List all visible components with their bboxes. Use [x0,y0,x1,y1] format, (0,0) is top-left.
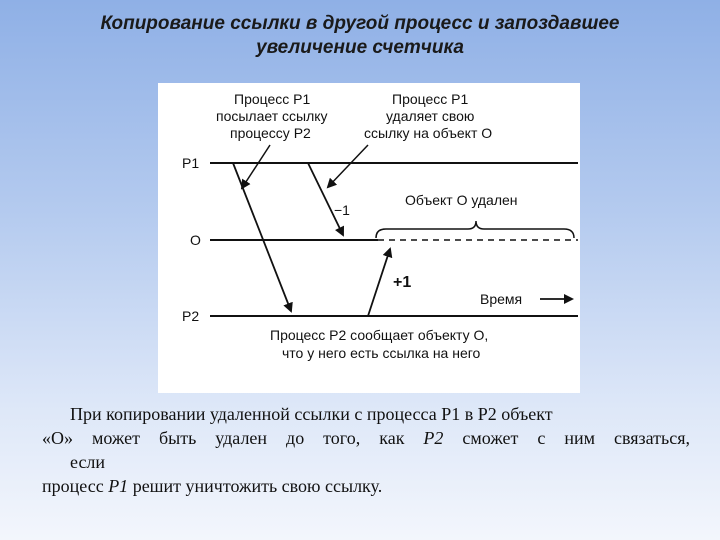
callout-arrow-deletes [328,145,368,187]
caption-line-4-end: решит уничтожить свою ссылку. [132,476,383,496]
label-p1-sends-2: посылает ссылку [216,108,328,124]
title-line-1: Копирование ссылки в другой процесс и запоздавшее [100,13,620,34]
title-line-2: увеличение счетчика [256,37,464,58]
label-p1-sends-3: процессу Р2 [230,125,311,141]
label-plus-one: +1 [393,274,412,291]
label-p1-deletes-2: удаляет свою [386,108,475,124]
caption-line-2-end: сможет с ним связаться, [462,428,690,448]
slide-title [20,12,700,60]
caption-line-4-p1: Р1 [108,476,129,496]
label-p1-deletes-3: ссылку на объект О [364,125,493,141]
label-minus-one: −1 [334,202,350,218]
caption-line-2 [42,426,690,450]
label-p1-sends-1: Процесс Р1 [234,91,311,107]
callout-arrow-sends [242,145,270,188]
message-p2-to-o [368,249,390,316]
lane-label-o: O [190,232,201,248]
caption-line-2-p2: Р2 [423,428,444,448]
deleted-brace [376,221,574,238]
caption-text [42,402,690,498]
caption-line-1: При копировании удаленной ссылки с процесса Р1 в Р2 объект [70,404,553,424]
caption-line-4 [42,474,690,498]
lane-label-p1: P1 [182,155,200,171]
timeline-diagram [158,83,580,393]
caption-line-4-start: процесс [42,476,104,496]
caption-line-2-start: «О» может быть удален до того, как [42,428,405,448]
caption-line-3: если [70,452,106,472]
label-p1-deletes-1: Процесс Р1 [392,91,469,107]
label-p2-informs-2: что у него есть ссылка на него [282,345,481,361]
message-p1-to-p2 [233,163,291,311]
lane-label-p2: P2 [182,308,200,324]
label-p2-informs-1: Процесс Р2 сообщает объекту О, [270,327,489,343]
diagram-canvas [158,83,580,393]
message-p1-to-o [308,163,343,235]
label-time: Время [480,291,523,307]
label-object-deleted: Объект О удален [405,192,518,208]
